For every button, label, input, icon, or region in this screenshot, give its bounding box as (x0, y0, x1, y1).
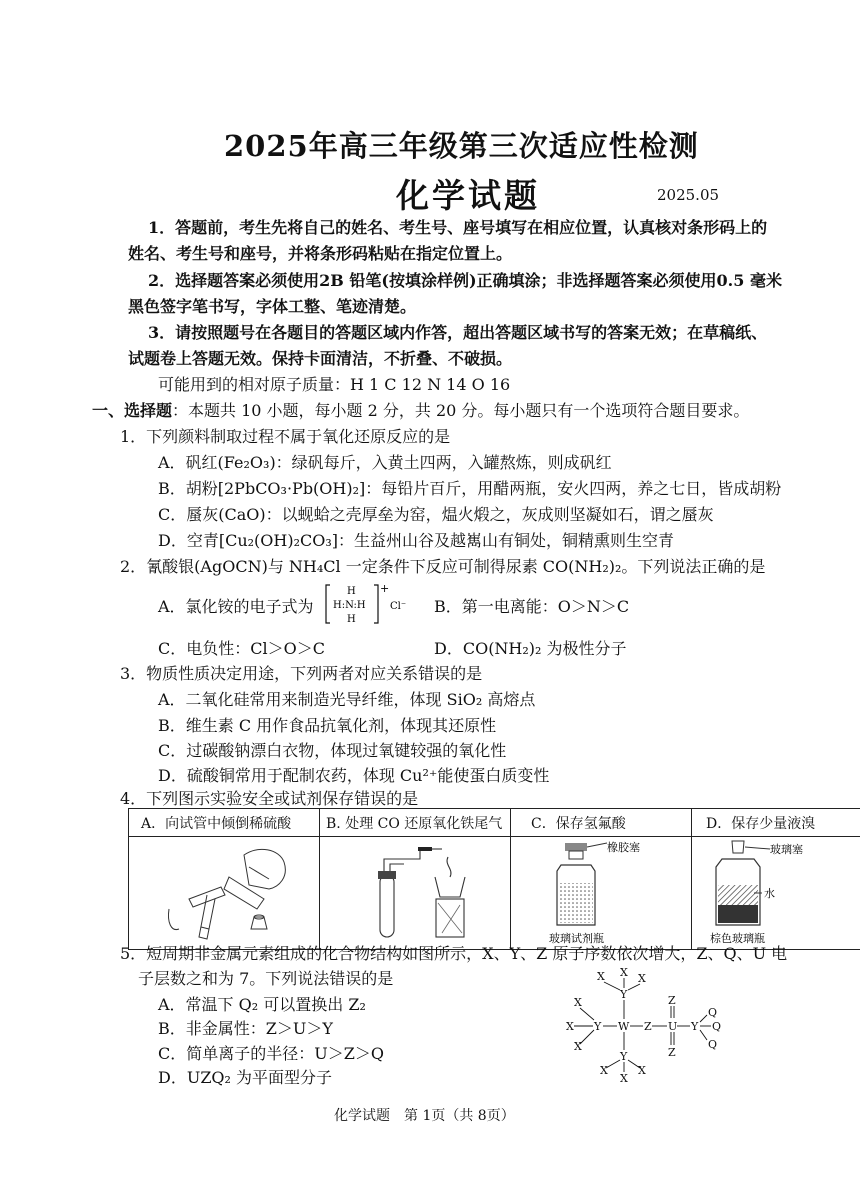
exam-title: 2025年高三年级第三次适应性检测 (224, 129, 699, 163)
instruction-2-part-f: 书写，字体工整、笔迹清楚。 (208, 297, 417, 316)
q3-option-c: C．过碳酸钠漂白衣物，体现过氧键较强的氧化性 (158, 741, 507, 760)
d-water-label: 水 (764, 887, 775, 900)
q5-option-d: D．UZQ₂ 为平面型分子 (158, 1068, 333, 1087)
instruction-1-line1: 1．答题前，考生先将自己的姓名、考生号、座号填写在相应位置，认真核对条形码上的 (148, 218, 768, 237)
formula-chloride: Cl⁻ (390, 601, 407, 612)
instruction-3-line1: 3．请按照题号在各题目的答题区域内作答，超出答题区域书写的答案无效；在草稿纸、 (148, 323, 768, 342)
atom-y-left: Y (594, 1020, 602, 1033)
pouring-acid-illustration (129, 837, 319, 945)
q5-option-c: C．简单离子的半径：U＞Z＞Q (158, 1044, 384, 1063)
q5-option-b: B．非金属性：Z＞U＞Y (158, 1019, 333, 1038)
instruction-2-part-c: (按填涂样例)正确填涂；非选择题答案必须使用 (381, 271, 717, 290)
atom-x-top-right: X (638, 972, 646, 985)
atom-y-top: Y (620, 988, 628, 1001)
q3-option-a: A．二氧化硅常用来制造光导纤维，体现 SiO₂ 高熔点 (158, 690, 536, 709)
q4-header-d: D．保存少量液溴 (692, 809, 860, 837)
q3-option-b: B．维生素 C 用作食品抗氧化剂，体现其还原性 (158, 716, 497, 735)
q2-option-d: D．CO(NH₂)₂ 为极性分子 (434, 639, 627, 658)
formula-h-bottom: H (347, 614, 356, 625)
atom-u: U (668, 1020, 678, 1033)
instruction-2-line2 (128, 294, 416, 320)
q2-option-a: A．氯化铵的电子式为 (158, 597, 314, 616)
q2-option-b: B．第一电离能：O＞N＞C (434, 597, 630, 616)
bromine-bottle-illustration (692, 837, 860, 945)
q5-stem-line1: 5．短周期非金属元素组成的化合物结构如图所示，X、Y、Z 原子序数依次增大，Z、Q、U 电 (120, 944, 788, 963)
atom-x-left-top: X (574, 996, 582, 1009)
q5-structure-svg (560, 968, 730, 1088)
atom-z-bottom: Z (668, 1046, 676, 1059)
formula-h-top: H (347, 586, 356, 597)
q4-header-c: C．保存氢氟酸 (511, 809, 692, 837)
q5-structure-diagram (560, 968, 730, 1088)
q1-option-a: A．矾红(Fe₂O₃)：绿矾每斤，入黄土四两，入罐熬炼，则成矾红 (158, 453, 612, 472)
q1-option-d: D．空青[Cu₂(OH)₂CO₃]：生益州山谷及越嶲山有铜处，铜精熏则生空青 (158, 531, 675, 550)
atom-q-top: Q (708, 1006, 718, 1019)
instruction-2-line1 (148, 268, 782, 294)
instruction-2-part-a: 2．选择题答案必须使用 (148, 271, 320, 290)
instruction-2-pen-size: 0.5 毫米 (716, 271, 782, 290)
formula-charge: + (380, 582, 390, 595)
section-1-heading (92, 398, 749, 424)
atom-x-bottom-left: X (600, 1064, 608, 1077)
atom-x-bottom-mid: X (620, 1072, 628, 1085)
exam-date: 2025.05 (657, 186, 720, 204)
q4-header-b: B. 处理 CO 还原氧化铁尾气 (320, 809, 511, 837)
q5-option-a: A．常温下 Q₂ 可以置换出 Z₂ (158, 995, 366, 1014)
atom-x-top-left: X (597, 970, 605, 983)
atom-x-left-mid: X (566, 1020, 574, 1033)
d-bottle-label: 棕色玻璃瓶 (710, 932, 765, 945)
q4-stem: 4．下列图示实验安全或试剂保存错误的是 (120, 789, 419, 808)
q4-experiment-table (128, 808, 860, 950)
q3-stem: 3．物质性质决定用途，下列两者对应关系错误的是 (120, 664, 483, 683)
section-1-desc: ：本题共 10 小题，每小题 2 分，共 20 分。每小题只有一个选项符合题目要求。 (172, 401, 750, 420)
instruction-3-line2: 试题卷上答题无效。保持卡面清洁，不折叠、不破损。 (128, 349, 513, 368)
section-1-label: 一、选择题 (92, 401, 173, 420)
q4-figure-c (511, 837, 692, 950)
q4-figure-a (129, 837, 320, 950)
q2-option-c: C．电负性：Cl＞O＞C (158, 639, 325, 658)
co-tail-gas-illustration (320, 837, 510, 945)
atom-z-top: Z (668, 994, 676, 1007)
hf-bottle-illustration (511, 837, 691, 945)
c-bottle-label: 玻璃试剂瓶 (549, 932, 604, 945)
q3-option-d: D．硫酸铜常用于配制农药，体现 Cu²⁺能使蛋白质变性 (158, 766, 550, 785)
d-stopper-label: 玻璃塞 (770, 843, 803, 856)
instruction-2-pencil: 2B 铅笔 (319, 271, 382, 290)
atom-x-top-mid: X (620, 968, 628, 979)
q4-figure-d (692, 837, 860, 950)
q5-stem-line2: 子层数之和为 7。下列说法错误的是 (138, 969, 394, 988)
atom-q-bottom: Q (708, 1038, 718, 1051)
atom-y-bottom: Y (620, 1050, 628, 1063)
atom-q-mid: Q (712, 1020, 722, 1033)
q1-option-c: C．蜃灰(CaO)：以蚬蛤之壳厚垒为窑，煴火煅之，灰成则坚凝如石，谓之蜃灰 (158, 505, 714, 524)
electron-formula-svg (322, 580, 432, 628)
c-stopper-label: 橡胶塞 (607, 841, 640, 854)
atom-w: W (618, 1020, 630, 1033)
atom-x-left-bottom: X (574, 1040, 582, 1053)
atom-y-right: Y (691, 1020, 699, 1033)
q1-stem: 1．下列颜料制取过程不属于氧化还原反应的是 (120, 427, 451, 446)
formula-middle: H:N:H (333, 600, 366, 611)
atom-z-bridge: Z (644, 1020, 652, 1033)
q4-figure-b (320, 837, 511, 950)
ammonium-chloride-formula (322, 580, 432, 628)
page-footer: 化学试题 第 1页（共 8页） (334, 1108, 515, 1124)
instruction-1-line2: 姓名、考生号和座号，并将条形码粘贴在指定位置上。 (128, 244, 513, 263)
q1-option-b: B．胡粉[2PbCO₃·Pb(OH)₂]：每铅片百斤，用醋两瓶，安火四两，养之七日，皆成胡粉 (158, 479, 782, 498)
q4-header-a: A．向试管中倾倒稀硫酸 (129, 809, 320, 837)
subject-title: 化学试题 (396, 176, 540, 215)
q2-stem: 2．氰酸银(AgOCN)与 NH₄Cl 一定条件下反应可制得尿素 CO(NH₂)₂。下列说法正确的是 (120, 557, 766, 576)
instruction-2-black-pen: 黑色签字笔 (128, 297, 209, 316)
atomic-masses: 可能用到的相对原子质量：H 1 C 12 N 14 O 16 (158, 375, 511, 394)
atom-x-bottom-right: X (638, 1064, 646, 1077)
